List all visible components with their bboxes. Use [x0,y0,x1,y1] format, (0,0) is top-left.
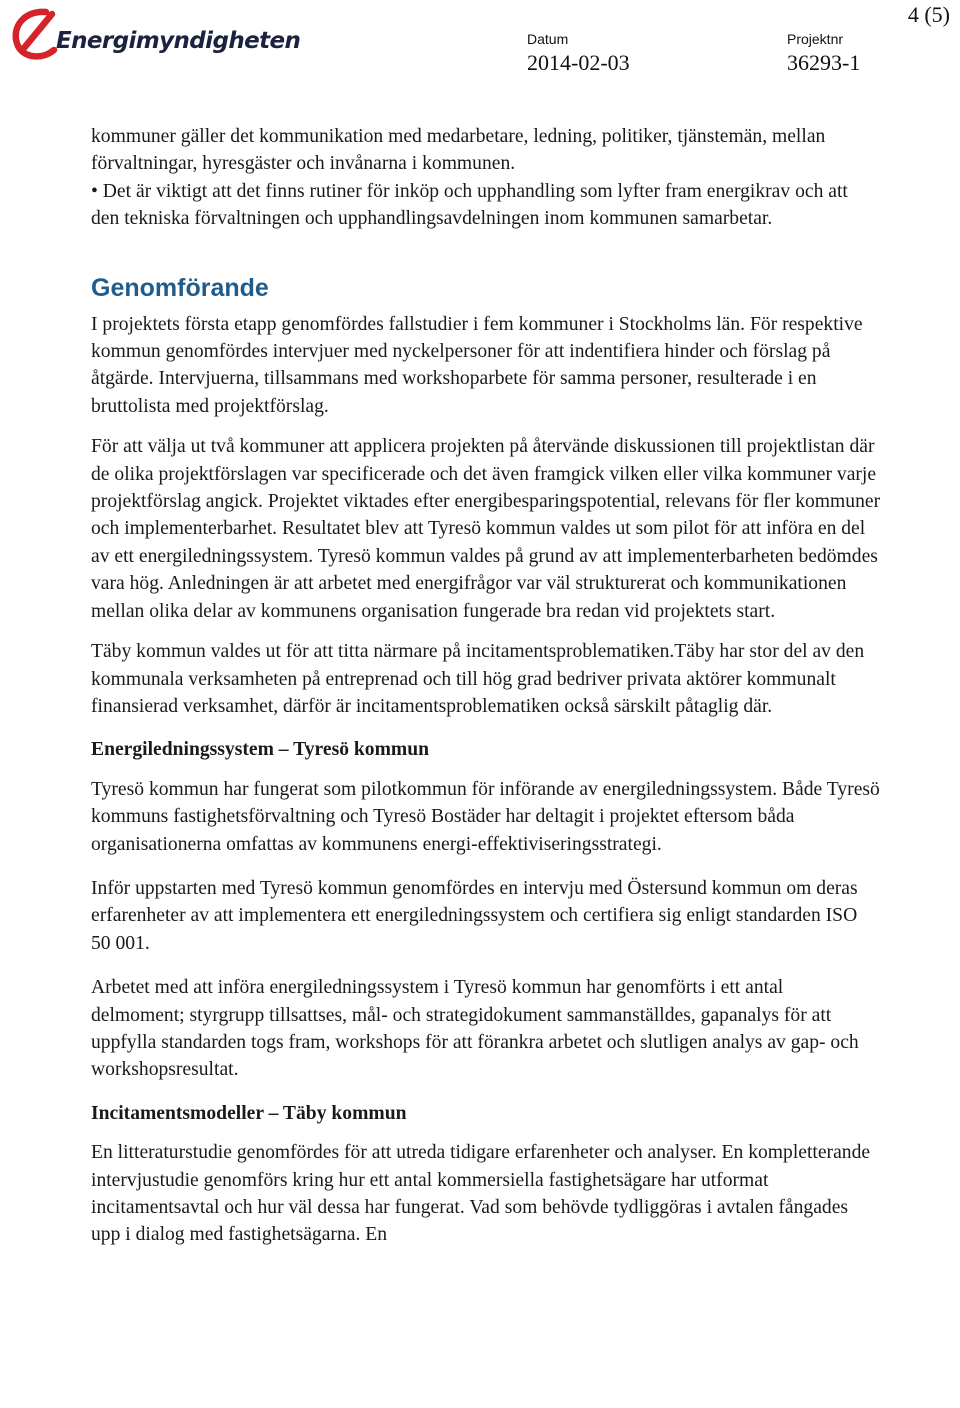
date-value: 2014-02-03 [527,50,630,75]
page-number: 4 (5) [907,2,950,27]
subheading-tyreso: Energiledningssystem – Tyresö kommun [91,739,430,761]
paragraph-fallstudier: I projektets första etapp genomfördes fallstudier i fem kommuner i Stockholms län. För respektive kommun genomfördes intervjuer med nyckelpersoner för att indentifiera hinder och förslag på åtgärde. Intervjuerna, tillsammans med workshoparbete för samma personer, resulterade i en bruttolista med projektförslag. [91,313,863,417]
project-number-label: Projektnr [787,31,844,47]
logo-wordmark: Energimyndigheten [56,28,301,54]
intro-continuation-paragraph: kommuner gäller det kommunikation med medarbetare, ledning, politiker, tjänstemän, mellan förvaltningar, hyresgäster och invånarna i kommunen. [91,126,826,175]
paragraph-tyreso-pilot: Tyresö kommun har fungerat som pilotkommun för införande av energiledningssystem. Både Tyresö kommuns fastighetsförvaltning och Tyresö Bostäder har deltagit i projektet eftersom båda organisationerna omfattas av kommunens energi-effektiviseringsstrategi. [91,778,880,855]
document-body [91,123,881,1249]
paragraph-urval: För att välja ut två kommuner att applicera projekten på återvände diskussionen till projektlistan där de olika projektförslagen var specificerade och det även framgick vilken eller vilka kommuner varje projektförslag angick. Projektet viktades efter energibesparingspotential, relevans för fler kommuner och implementerbarhet. Resultatet blev att Tyresö kommun valdes ut som pilot för att införa en del av ett energiledningssystem. Tyresö kommun valdes på grund av att implementerbarheten bedömdes vara hög. Anledningen är att arbetet med energifrågor var väl strukturerat och kommunikationen mellan olika delar av kommunens organisation fungerade bra redan vid projektets start. [91,436,881,622]
bullet-item: • Det är viktigt att det finns rutiner för inköp och upphandling som lyfter fram energikrav och att den tekniska förvaltningen och upphandlingsavdelningen inom kommunen samarbetar. [91,180,848,230]
section-heading-genomforande: Genomförande [91,273,269,302]
subheading-taby: Incitamentsmodeller – Täby kommun [91,1102,407,1124]
paragraph-litteraturstudie: En litteraturstudie genomfördes för att utreda tidigare erfarenheter och analyser. En kompletterande intervjustudie genomförs kring hur ett antal kommersiella fastighetsägare har utformat incitamentsavtal och hur väl dessa har fungerat. Vad som behövde tydliggöras i avtalen fångades upp i dialog med fastighetsägarna. En [91,1142,871,1246]
paragraph-taby-urval: Täby kommun valdes ut för att titta närmare på incitamentsproblematiken.Täby har stor del av den kommunala verksamheten på entreprenad och till hög grad bedriver privata aktörer kommunalt finansierad verksamhet, därför är incitamentsproblematiken också särskilt påtaglig där. [91,641,865,717]
paragraph-ostersund-intervju: Inför uppstarten med Tyresö kommun genomfördes en intervju med Östersund kommun om deras erfarenheter av att implementera ett energiledningssystem och certifiera sig enligt standarden ISO 50 001. [91,877,858,954]
energimyndigheten-logo [8,4,301,64]
page-header [0,0,960,100]
project-number-value: 36293-1 [787,50,861,75]
paragraph-delmoment: Arbetet med att införa energiledningssystem i Tyresö kommun har genomförts i ett antal delmoment; styrgrupp tillsattses, mål- och strategidokument sammanställdes, gapanalys för att uppfylla standarden togs fram, workshops för att förankra arbetet och slutligen analys av gap- och workshopsresultat. [91,977,859,1081]
date-label: Datum [527,31,569,47]
